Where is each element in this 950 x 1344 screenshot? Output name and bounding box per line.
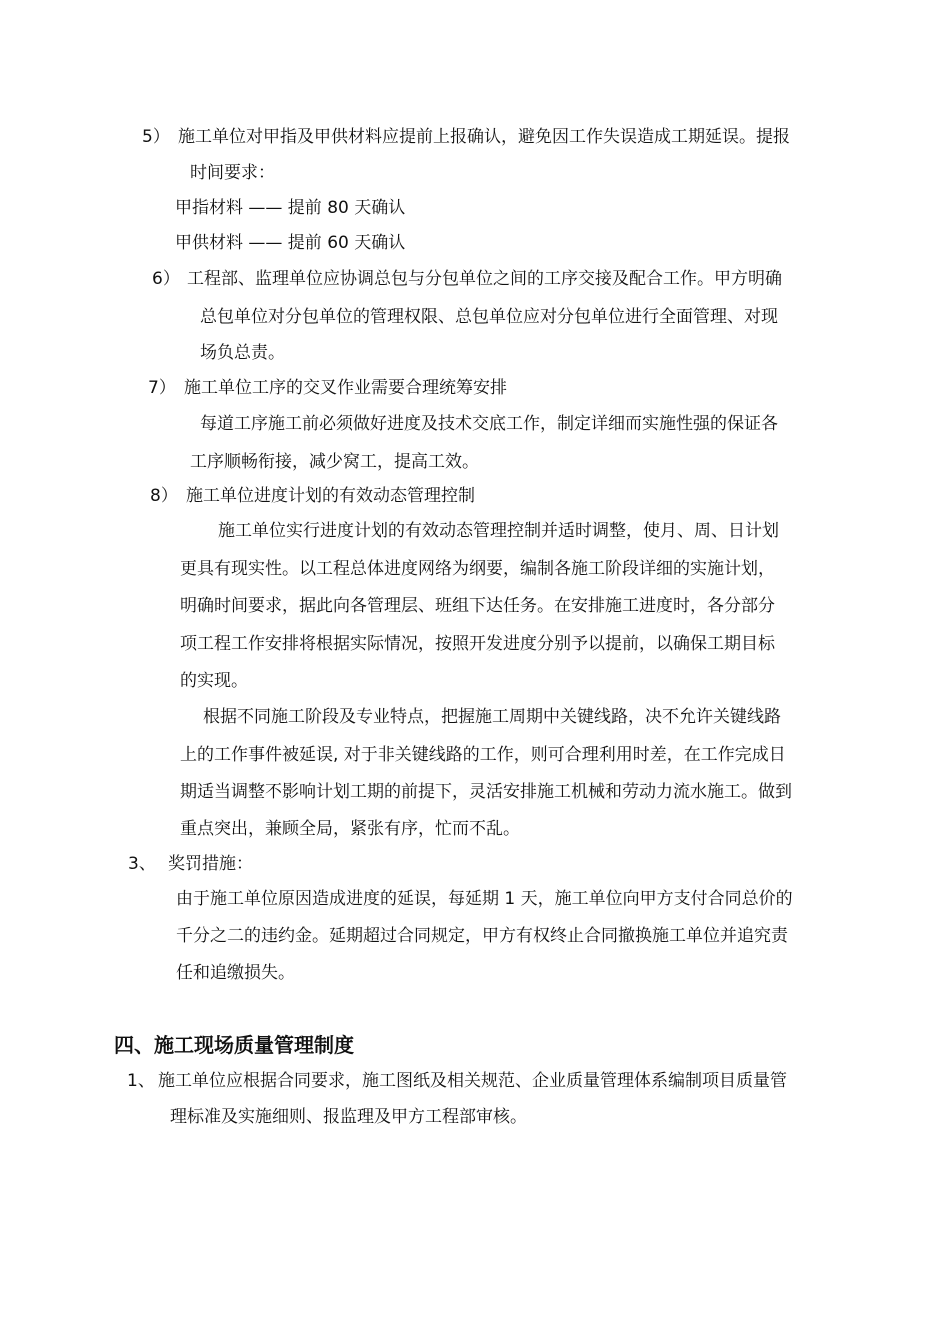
item-5-sub-line-2: 甲供材料 —— 提前 60 天确认 [175,233,406,253]
item-8-para1-line-2: 更具有现实性。以工程总体进度网络为纲要，编制各施工阶段详细的实施计划， [180,559,775,579]
section-3-line-3: 任和追缴损失。 [176,963,295,983]
item-7-title: 施工单位工序的交叉作业需要合理统筹安排 [184,378,507,398]
item-8-para2-line-1: 根据不同施工阶段及专业特点，把握施工周期中关键线路，决不允许关键线路 [203,707,781,727]
item-5-sub-line-1: 甲指材料 —— 提前 80 天确认 [175,198,406,218]
item-6-line-2: 总包单位对分包单位的管理权限、总包单位应对分包单位进行全面管理、对现 [200,307,778,327]
section-3-title: 奖罚措施： [168,854,253,874]
section-3-number: 3、 [128,854,156,874]
item-6-line-1: 工程部、监理单位应协调总包与分包单位之间的工序交接及配合工作。甲方明确 [187,269,782,289]
item-8-title: 施工单位进度计划的有效动态管理控制 [186,486,475,506]
item-8-para1-line-1: 施工单位实行进度计划的有效动态管理控制并适时调整，使月、周、日计划 [218,521,779,541]
item-7-line-2: 工序顺畅衔接，减少窝工，提高工效。 [190,452,479,472]
item-8-para1-line-5: 的实现。 [180,671,248,691]
chapter-4-item-1-line-1: 施工单位应根据合同要求，施工图纸及相关规范、企业质量管理体系编制项目质量管 [158,1071,787,1091]
item-5-line-2: 时间要求： [190,163,275,183]
item-8-number: 8） [150,486,178,506]
section-3-line-1: 由于施工单位原因造成进度的延误，每延期 1 天，施工单位向甲方支付合同总价的 [176,889,793,909]
chapter-4-item-1-number: 1、 [127,1071,155,1091]
item-8-para1-line-4: 项工程工作安排将根据实际情况，按照开发进度分别予以提前，以确保工期目标 [180,634,775,654]
item-5-line-1: 施工单位对甲指及甲供材料应提前上报确认，避免因工作失误造成工期延误。提报 [178,127,790,147]
item-8-para2-line-4: 重点突出，兼顾全局，紧张有序，忙而不乱。 [180,819,520,839]
item-8-para2-line-2: 上的工作事件被延误, 对于非关键线路的工作，则可合理利用时差，在工作完成日 [180,745,786,765]
item-5-number: 5） [142,127,170,147]
item-8-para1-line-3: 明确时间要求，据此向各管理层、班组下达任务。在安排施工进度时，各分部分 [180,596,775,616]
chapter-4-item-1-line-2: 理标准及实施细则、报监理及甲方工程部审核。 [170,1107,527,1127]
item-7-line-1: 每道工序施工前必须做好进度及技术交底工作，制定详细而实施性强的保证各 [200,414,778,434]
chapter-4-heading: 四、施工现场质量管理制度 [114,1033,354,1057]
item-8-para2-line-3: 期适当调整不影响计划工期的前提下，灵活安排施工机械和劳动力流水施工。做到 [180,782,792,802]
item-6-number: 6） [152,269,180,289]
item-7-number: 7） [148,378,176,398]
section-3-line-2: 千分之二的违约金。延期超过合同规定，甲方有权终止合同撤换施工单位并追究责 [176,926,788,946]
item-6-line-3: 场负总责。 [200,343,285,363]
